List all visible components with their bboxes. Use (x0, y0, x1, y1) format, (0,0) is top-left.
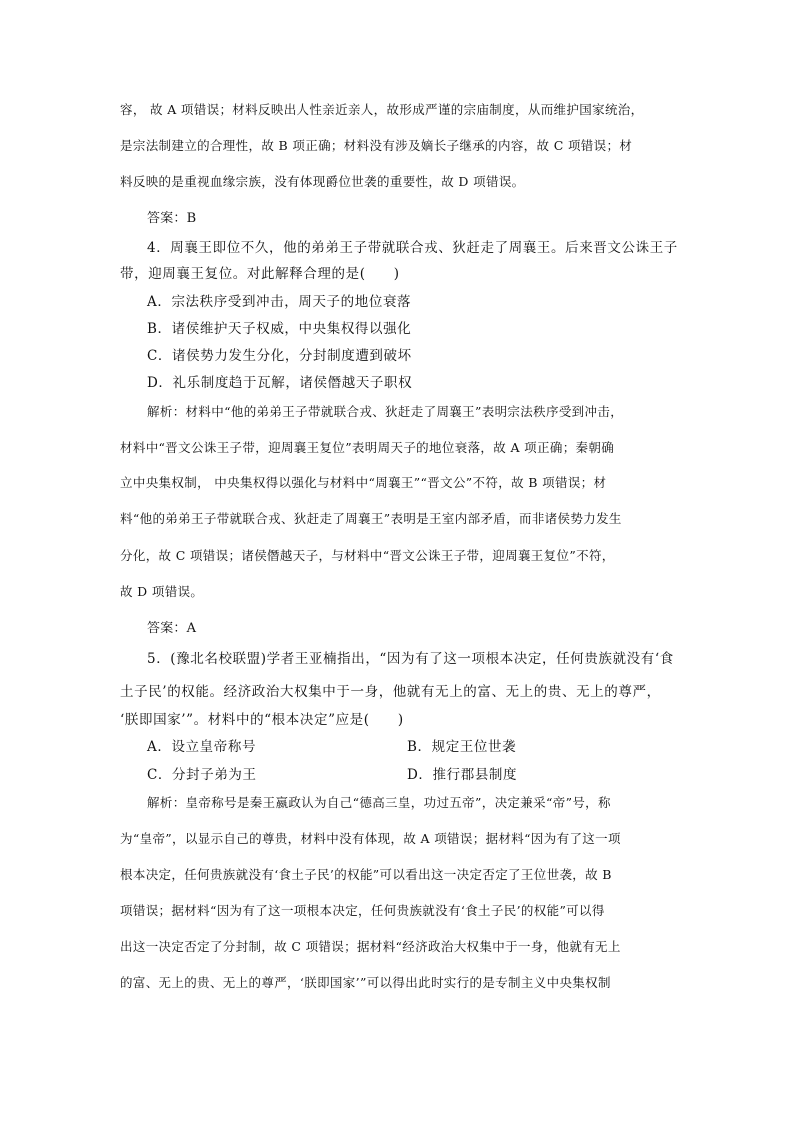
q4-explanation-line-3: 立中央集权制， 中央集权得以强化与材料中“周襄王”“晋文公”不符，故 B 项错误；材 (120, 475, 607, 490)
q3-explanation-line-3: 料反映的是重视血缘宗族，没有体现爵位世袭的重要性，故 D 项错误。 (120, 174, 525, 189)
q4-answer: 答案：A (147, 621, 197, 636)
q5-option-c: C．分封子弟为王 (147, 767, 257, 783)
q5-question-line-3: ‘朕即国家’”。材料中的“根本决定”应是( ) (120, 712, 404, 728)
q4-explanation-line-2: 材料中“晋文公诛王子带，迎周襄王复位”表明周天子的地位衰落，故 A 项正确；秦朝确 (120, 440, 615, 455)
q5-explanation-line-3: 根本决定，任何贵族就没有‘食土子民’的权能”可以看出这一决定否定了王位世袭，故 B (120, 867, 612, 882)
q5-option-b: B．规定王位世袭 (407, 739, 517, 755)
q5-option-d: D．推行郡县制度 (407, 767, 518, 783)
q5-option-a: A．设立皇帝称号 (147, 739, 257, 755)
q3-answer: 答案：B (147, 211, 197, 226)
q4-question-line-1: 4．周襄王即位不久，他的弟弟王子带就联合戎、狄赶走了周襄王。后来晋文公诛王子 (147, 240, 678, 256)
q4-explanation-line-4: 料“他的弟弟王子带就联合戎、狄赶走了周襄王”表明是王室内部矛盾，而非诸侯势力发生 (120, 511, 622, 526)
q5-question-line-2: 土子民’的权能。经济政治大权集中于一身，他就有无上的富、无上的贵、无上的尊严， (120, 684, 661, 700)
q3-explanation-line-2: 是宗法制建立的合理性，故 B 项正确；材料没有涉及嫡长子继承的内容，故 C 项错误；材 (120, 138, 633, 153)
q5-explanation-line-2: 为“皇帝”，以显示自己的尊贵，材料中没有体现，故 A 项错误；据材料“因为有了这一项 (120, 831, 621, 846)
q4-explanation-line-5: 分化，故 C 项错误；诸侯僭越天子，与材料中“晋文公诛王子带，迎周襄王复位”不符， (120, 548, 615, 563)
q5-explanation-line-5: 出这一决定否定了分封制，故 C 项错误；据材料“经济政治大权集中于一身，他就有无上 (120, 939, 621, 954)
q4-option-b: B．诸侯维护天子权威，中央集权得以强化 (147, 321, 412, 337)
q5-question-line-1: 5．(豫北名校联盟)学者王亚楠指出，“因为有了这一项根本决定，任何贵族就没有‘食 (147, 651, 674, 667)
q3-explanation-line-1: 容， 故 A 项错误；材料反映出人性亲近亲人，故形成严谨的宗庙制度，从而维护国家统治， (120, 102, 644, 117)
q5-explanation-line-6: 的富、无上的贵、无上的尊严，‘朕即国家’”可以得出此时实行的是专制主义中央集权制 (120, 975, 611, 990)
q4-option-a: A．宗法秩序受到冲击，周天子的地位衰落 (147, 294, 412, 310)
q4-option-d: D．礼乐制度趋于瓦解，诸侯僭越天子职权 (147, 375, 413, 391)
q5-explanation-line-4: 项错误；据材料“因为有了这一项根本决定，任何贵族就没有‘食土子民’的权能”可以得 (120, 903, 605, 918)
q4-question-line-2: 带，迎周襄王复位。对此解释合理的是( ) (120, 266, 400, 282)
q4-explanation-line-6: 故 D 项错误。 (120, 584, 204, 599)
q5-explanation-line-1: 解析：皇帝称号是秦王嬴政认为自己“德高三皇，功过五帝”，决定兼采“帝”号，称 (147, 795, 611, 810)
q4-explanation-line-1: 解析：材料中“他的弟弟王子带就联合戎、狄赶走了周襄王”表明宗法秩序受到冲击， (147, 404, 624, 419)
q4-option-c: C．诸侯势力发生分化，分封制度遭到破坏 (147, 348, 412, 364)
